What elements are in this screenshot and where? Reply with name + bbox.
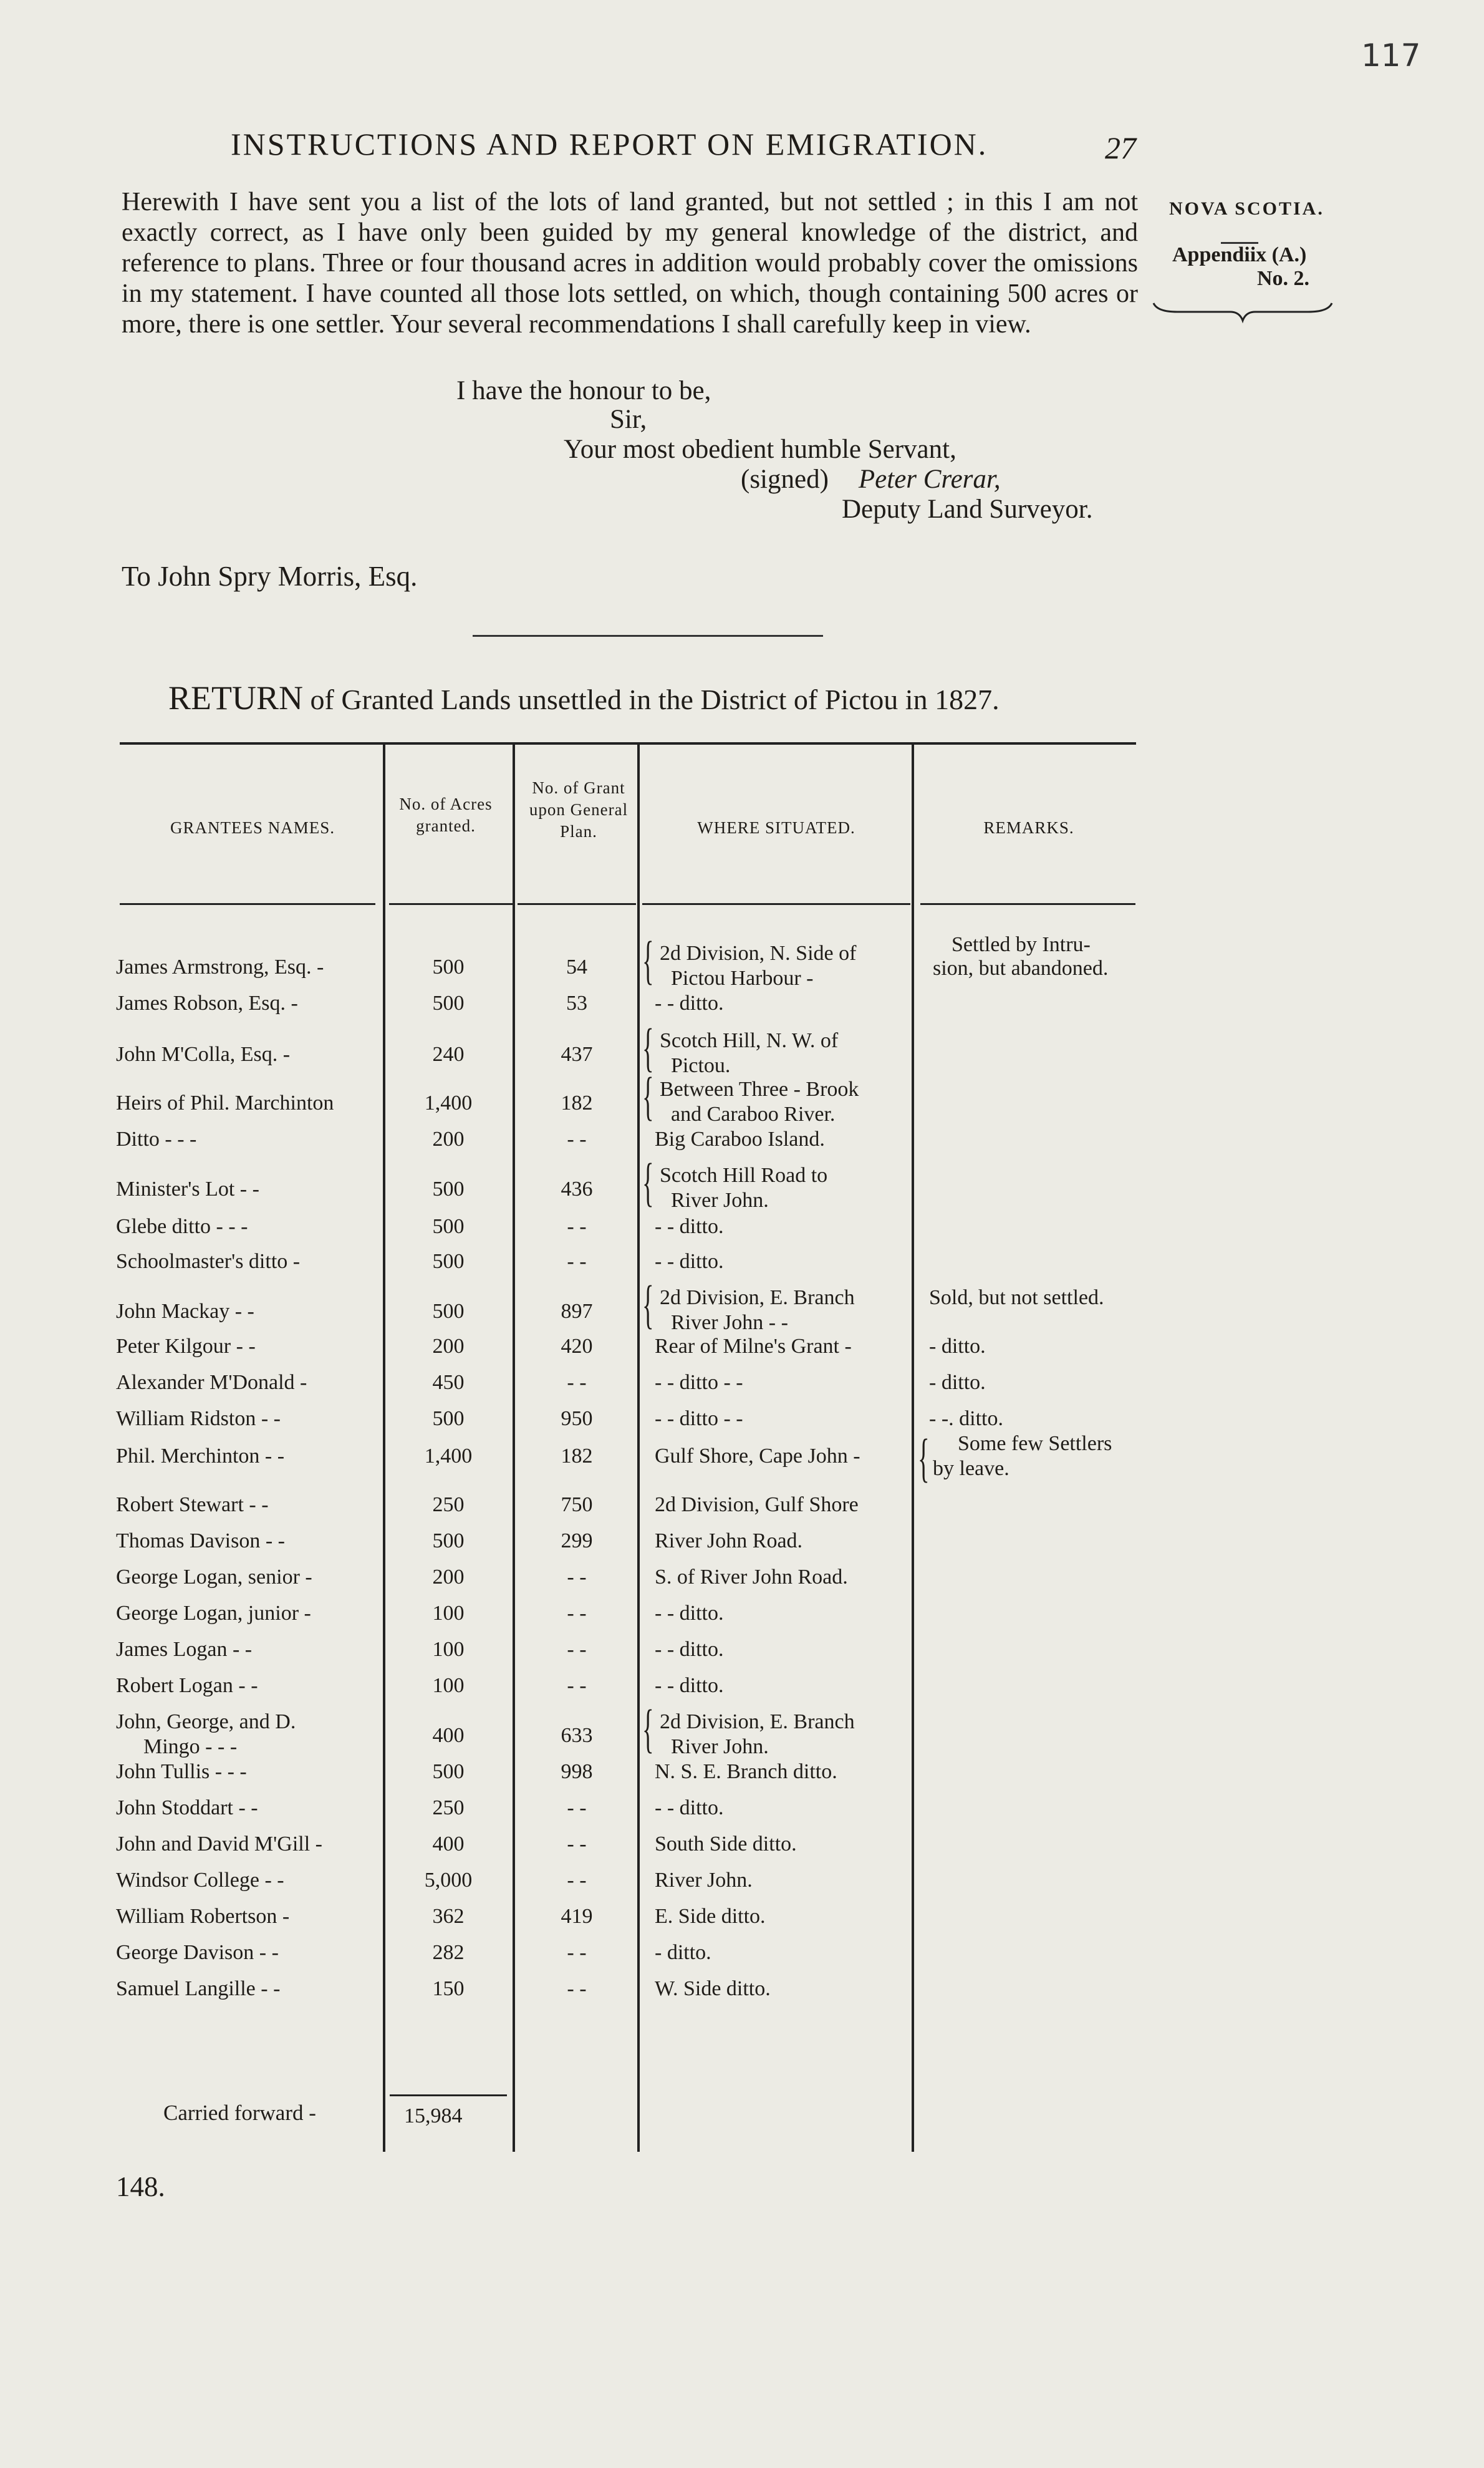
grantee-name: Minister's Lot - -	[116, 1178, 259, 1201]
grantee-name: William Ridston - -	[116, 1407, 281, 1430]
return-title-lead: RETURN	[168, 679, 303, 717]
situation-line: 2d Division, N. Side of	[660, 942, 857, 965]
remarks-line: - ditto.	[929, 1335, 986, 1358]
acres-granted: 100	[432, 1638, 465, 1661]
letter-signature-line	[741, 464, 1001, 495]
section-divider	[473, 635, 823, 637]
situation-line: - - ditto - -	[655, 1407, 743, 1430]
table-top-rule	[120, 742, 1136, 745]
grantee-name: George Davison - -	[116, 1941, 279, 1964]
situation-line: Between Three - Brook	[660, 1078, 859, 1101]
situation-line: Scotch Hill, N. W. of	[660, 1029, 839, 1052]
letter-valediction: Your most obedient humble Servant,	[564, 435, 956, 464]
running-header-title: INSTRUCTIONS AND REPORT ON EMIGRATION.	[231, 127, 988, 162]
grantee-name: Schoolmaster's ditto -	[116, 1250, 301, 1273]
grant-number: 54	[566, 956, 587, 979]
grant-number: - -	[567, 1941, 587, 1964]
grant-number: - -	[567, 1796, 587, 1819]
grantee-name: Robert Stewart - -	[116, 1493, 269, 1516]
grant-number: - -	[567, 1638, 587, 1661]
situation-line: - - ditto.	[655, 1796, 724, 1819]
column-divider-1	[383, 742, 385, 2152]
acres-granted: 500	[432, 1250, 465, 1273]
page-number: 117	[1361, 37, 1421, 74]
acres-granted: 250	[432, 1493, 465, 1516]
header-rule-name	[120, 903, 375, 905]
acres-granted: 500	[432, 992, 465, 1015]
letter-addressee: To John Spry Morris, Esq.	[122, 561, 418, 592]
situation-line: Scotch Hill Road to	[660, 1164, 828, 1187]
acres-granted: 500	[432, 1529, 465, 1552]
grantee-name: James Logan - -	[116, 1638, 253, 1661]
running-header-page: 27	[1105, 130, 1136, 165]
letter-salutation: Sir,	[610, 405, 647, 434]
grant-number: 53	[566, 992, 587, 1015]
acres-granted: 200	[432, 1128, 465, 1151]
situation-line: S. of River John Road.	[655, 1565, 848, 1589]
footer-number: 148.	[116, 2171, 165, 2202]
situation-line: Gulf Shore, Cape John -	[655, 1445, 860, 1468]
grant-number: - -	[567, 1565, 587, 1589]
grant-number: - -	[567, 1977, 587, 2000]
grant-number: 182	[561, 1091, 593, 1115]
grantee-name: John and David M'Gill -	[116, 1832, 322, 1856]
situation-line: - - ditto.	[655, 1638, 724, 1661]
situation-line: - - ditto.	[655, 1215, 724, 1238]
remarks-line: by leave.	[933, 1457, 1009, 1480]
grant-number: - -	[567, 1128, 587, 1151]
remarks-line: Sold, but not settled.	[929, 1286, 1104, 1309]
brace-icon: {	[642, 930, 654, 990]
remarks-line: sion, but abandoned.	[933, 957, 1109, 980]
situation-line: - - ditto - -	[655, 1371, 743, 1394]
header-acres-granted: No. of Acres granted.	[399, 795, 493, 835]
situation-line: River John.	[655, 1869, 753, 1892]
remarks-line: - ditto.	[929, 1371, 986, 1394]
carried-forward-total: 15,984	[404, 2104, 463, 2127]
situation-line: River John.	[671, 1735, 769, 1758]
situation-line: Rear of Milne's Grant -	[655, 1335, 852, 1358]
grant-number: - -	[567, 1602, 587, 1625]
grant-number: 998	[561, 1760, 593, 1783]
header-remarks: REMARKS.	[983, 818, 1074, 837]
remarks-line: - -. ditto.	[929, 1407, 1003, 1430]
brace-icon: {	[642, 1698, 654, 1758]
header-rule-grant	[518, 903, 636, 905]
acres-granted: 500	[432, 1215, 465, 1238]
signature-name: Peter Crerar,	[858, 465, 1001, 494]
grant-number: 420	[561, 1335, 593, 1358]
header-grant-number: No. of Grant upon General Plan.	[529, 778, 629, 841]
situation-line: River John.	[671, 1189, 769, 1212]
acres-granted: 100	[432, 1602, 465, 1625]
acres-granted: 282	[432, 1941, 465, 1964]
situation-line: - ditto.	[655, 1941, 711, 1964]
acres-granted: 5,000	[424, 1869, 473, 1892]
brace-icon: {	[918, 1428, 930, 1488]
grant-number: 897	[561, 1300, 593, 1323]
column-divider-2	[513, 742, 515, 2152]
grantee-name: Robert Logan - -	[116, 1674, 258, 1697]
grantee-name: Alexander M'Donald -	[116, 1371, 307, 1394]
column-divider-3	[637, 742, 640, 2152]
grantee-name-cont: Mingo - - -	[143, 1735, 238, 1758]
grant-number: 299	[561, 1529, 593, 1552]
grant-number: 437	[561, 1043, 593, 1066]
acres-granted: 500	[432, 956, 465, 979]
column-divider-4	[912, 742, 914, 2152]
header-rule-acres	[389, 903, 513, 905]
grant-number: - -	[567, 1869, 587, 1892]
letter-body: Herewith I have sent you a list of the lots of land granted, but not settled ; in this I am not exactly correct, as I have only been guided by my general knowledge of the district, and reference to plans. Three or four thousand acres in addition would probably cover the omissions in my statement. I have counted all those lots settled, on which, though containing 500 acres or more, there is one settler. Your several recommendations I shall carefully keep in view.	[122, 188, 1138, 339]
header-grantees-names: GRANTEES NAMES.	[170, 818, 335, 837]
grant-number: 182	[561, 1445, 593, 1468]
grant-number: - -	[567, 1371, 587, 1394]
grantee-name: Windsor College - -	[116, 1869, 284, 1892]
acres-granted: 200	[432, 1565, 465, 1589]
situation-line: E. Side ditto.	[655, 1905, 766, 1928]
header-where-situated: WHERE SITUATED.	[697, 818, 855, 837]
grant-number: - -	[567, 1215, 587, 1238]
grantee-name: John M'Colla, Esq. -	[116, 1043, 291, 1066]
remarks-line: Some few Settlers	[958, 1432, 1112, 1455]
grantee-name: John Stoddart - -	[116, 1796, 258, 1819]
acres-granted: 400	[432, 1724, 465, 1747]
return-title-rest: of Granted Lands unsettled in the District of Pictou in 1827.	[310, 684, 1000, 715]
situation-line: 2d Division, E. Branch	[660, 1286, 855, 1309]
carried-forward-label: Carried forward -	[163, 2101, 316, 2125]
situation-line: 2d Division, Gulf Shore	[655, 1493, 859, 1516]
sidenote-title: NOVA SCOTIA.	[1169, 198, 1324, 219]
grantee-name: James Robson, Esq. -	[116, 992, 298, 1015]
grant-number: 419	[561, 1905, 593, 1928]
signed-label: (signed)	[741, 465, 829, 494]
grantee-name: John Mackay - -	[116, 1300, 254, 1323]
situation-line: W. Side ditto.	[655, 1977, 771, 2000]
acres-granted: 500	[432, 1407, 465, 1430]
grantee-name: Heirs of Phil. Marchinton	[116, 1091, 334, 1115]
situation-line: - - ditto.	[655, 1674, 724, 1697]
signatory-title: Deputy Land Surveyor.	[842, 495, 1093, 524]
return-title	[168, 679, 1000, 717]
acres-granted: 250	[432, 1796, 465, 1819]
acres-granted: 362	[432, 1905, 465, 1928]
sidenote-brace	[1152, 293, 1333, 324]
grant-number: - -	[567, 1250, 587, 1273]
grantee-name: Phil. Merchinton - -	[116, 1445, 285, 1468]
grantee-name: James Armstrong, Esq. -	[116, 956, 324, 979]
acres-granted: 200	[432, 1335, 465, 1358]
acres-granted: 500	[432, 1760, 465, 1783]
acres-granted: 450	[432, 1371, 465, 1394]
grant-number: 633	[561, 1724, 593, 1747]
situation-line: Big Caraboo Island.	[655, 1128, 825, 1151]
brace-icon: {	[642, 1017, 654, 1077]
acres-granted: 240	[432, 1043, 465, 1066]
situation-line: Pictou.	[671, 1054, 731, 1077]
situation-line: - - ditto.	[655, 1602, 724, 1625]
brace-icon: {	[642, 1152, 654, 1212]
brace-icon: {	[642, 1274, 654, 1334]
header-rule-remarks	[920, 903, 1135, 905]
total-rule	[390, 2094, 507, 2096]
situation-line: - - ditto.	[655, 992, 724, 1015]
grant-number: 950	[561, 1407, 593, 1430]
grantee-name: William Robertson -	[116, 1905, 290, 1928]
situation-line: and Caraboo River.	[671, 1103, 836, 1126]
grant-number: 750	[561, 1493, 593, 1516]
acres-granted: 150	[432, 1977, 465, 2000]
remarks-line: Settled by Intru-	[952, 933, 1091, 956]
letter-closing: I have the honour to be,	[456, 376, 711, 405]
grantee-name: George Logan, junior -	[116, 1602, 311, 1625]
grantee-name: John, George, and D.	[116, 1710, 296, 1733]
situation-line: Pictou Harbour -	[671, 967, 814, 990]
grantee-name: Thomas Davison - -	[116, 1529, 286, 1552]
sidenote-number: No. 2.	[1257, 267, 1310, 290]
grantee-name: John Tullis - - -	[116, 1760, 247, 1783]
acres-granted: 1,400	[424, 1091, 473, 1115]
situation-line: - - ditto.	[655, 1250, 724, 1273]
acres-granted: 1,400	[424, 1445, 473, 1468]
grantee-name: Glebe ditto - - -	[116, 1215, 248, 1238]
grant-number: - -	[567, 1674, 587, 1697]
acres-granted: 100	[432, 1674, 465, 1697]
situation-line: N. S. E. Branch ditto.	[655, 1760, 837, 1783]
situation-line: River John - -	[671, 1311, 788, 1334]
grantee-name: George Logan, senior -	[116, 1565, 312, 1589]
situation-line: River John Road.	[655, 1529, 803, 1552]
situation-line: South Side ditto.	[655, 1832, 797, 1856]
header-rule-where	[642, 903, 910, 905]
brace-icon: {	[642, 1066, 654, 1126]
acres-granted: 500	[432, 1178, 465, 1201]
acres-granted: 500	[432, 1300, 465, 1323]
grant-number: - -	[567, 1832, 587, 1856]
grantee-name: Samuel Langille - -	[116, 1977, 281, 2000]
acres-granted: 400	[432, 1832, 465, 1856]
situation-line: 2d Division, E. Branch	[660, 1710, 855, 1733]
grant-number: 436	[561, 1178, 593, 1201]
grantee-name: Peter Kilgour - -	[116, 1335, 256, 1358]
sidenote-appendix: Appendiix (A.)	[1172, 243, 1307, 266]
grantee-name: Ditto - - -	[116, 1128, 197, 1151]
